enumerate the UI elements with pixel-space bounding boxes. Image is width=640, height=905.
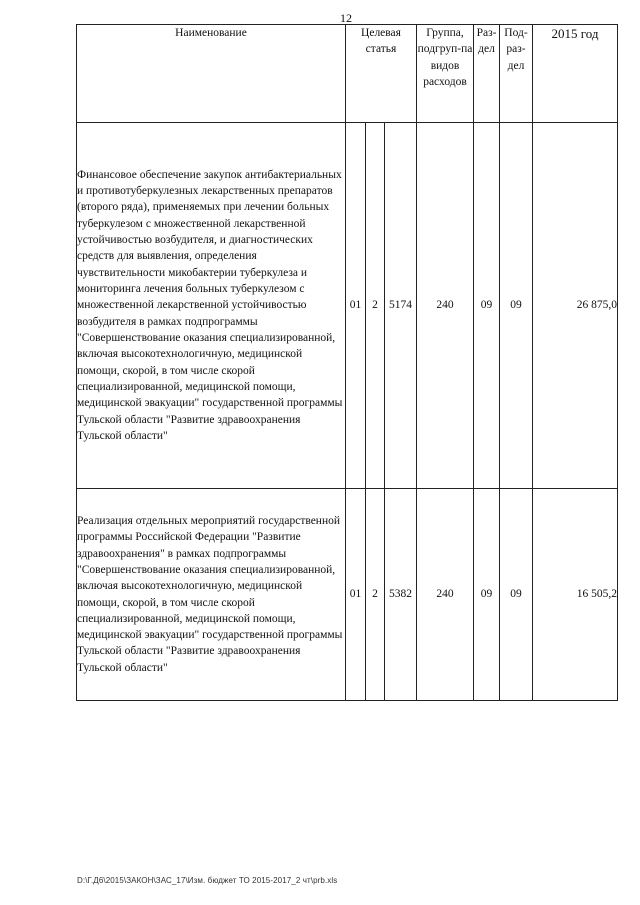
- budget-table: [76, 24, 618, 701]
- header-year: 2015 год: [533, 25, 618, 123]
- page-number: 12: [340, 11, 352, 25]
- header-expense-group: Группа, подгруп-па видов расходов: [417, 25, 474, 123]
- row-name: Финансовое обеспечение закупок антибактериальных и противотуберкулезных лекарственных препаратов (второго ряда), применяемых при лечении больных туберкулезом с множественной лекарственной устойчивостью возбудителя, и диагностических средств для выявления, определения чувствительности микобактерии туберкулеза и мониторинга лечения больных туберкулезом с множественной лекарственной устойчивостью возбудителя в рамках подпрограммы "Совершенствование оказания специализированной, включая высокотехнологичную, медицинской помощи, скорой, в том числе скорой специализированной, медицинской помощи, медицинской эвакуации" государственной программы Тульской области "Развитие здравоохранения Тульской области": [77, 123, 346, 489]
- code-direction: 5174: [385, 123, 417, 489]
- amount-2015: 16 505,2: [533, 489, 618, 701]
- code-direction: 5382: [385, 489, 417, 701]
- amount-2015: 26 875,0: [533, 123, 618, 489]
- table-row: [77, 489, 618, 701]
- subsection: 09: [500, 489, 533, 701]
- row-name: Реализация отдельных мероприятий государственной программы Российской Федерации "Развитие здравоохранения" в рамках подпрограммы "Совершенствование оказания специализированной, включая высокотехнологичную, медицинской помощи, скорой, в том числе скорой специализированной, медицинской помощи, медицинской эвакуации" государственной программы Тульской области "Развитие здравоохранения Тульской области": [77, 489, 346, 701]
- code-subprogram: 2: [366, 123, 385, 489]
- expense-group: 240: [417, 489, 474, 701]
- header-subsection: Под-раз-дел: [500, 25, 533, 123]
- code-subprogram: 2: [366, 489, 385, 701]
- header-target-article: Целевая статья: [346, 25, 417, 123]
- code-program: 01: [346, 489, 366, 701]
- header-name: Наименование: [77, 25, 346, 123]
- expense-group: 240: [417, 123, 474, 489]
- table-row: [77, 123, 618, 489]
- subsection: 09: [500, 123, 533, 489]
- header-row: [77, 25, 618, 123]
- section: 09: [474, 123, 500, 489]
- code-program: 01: [346, 123, 366, 489]
- header-section: Раз-дел: [474, 25, 500, 123]
- file-path-footer: D:\Г.Д6\2015\ЗАКОН\ЗАС_17\Изм. бюджет ТО 2015-2017_2 чт\prb.xls: [77, 876, 338, 885]
- section: 09: [474, 489, 500, 701]
